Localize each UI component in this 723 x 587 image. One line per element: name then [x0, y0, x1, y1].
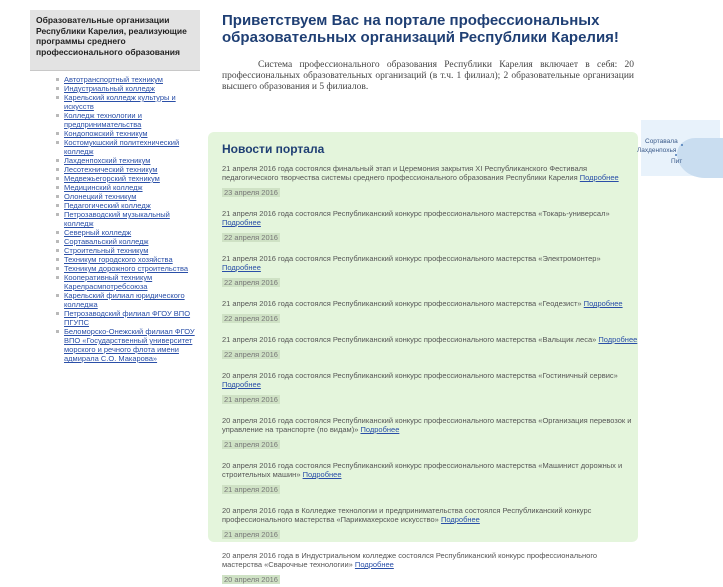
news-text-block: [222, 371, 638, 389]
news-date: 20 апреля 2016: [224, 575, 278, 584]
news-text-block: [222, 254, 638, 272]
news-text: 20 апреля 2016 года состоялся Республиканский конкурс профессионального мастерства «Организация перевозок и управление на транспорте (по видам)»: [222, 416, 632, 434]
news-date: 21 апреля 2016: [224, 530, 278, 539]
read-more-link[interactable]: Подробнее: [583, 299, 623, 308]
read-more-link[interactable]: Подробнее: [302, 470, 342, 479]
sidebar-item[interactable]: Медвежьегорский техникум: [30, 174, 200, 183]
sidebar-item[interactable]: Карельский филиал юридического колледжа: [30, 291, 200, 309]
news-item: [222, 461, 638, 497]
news-date: 22 апреля 2016: [224, 233, 278, 242]
sidebar-item[interactable]: Кооперативный техникум Карелрасмпотребсоюза: [30, 273, 200, 291]
map-water: [677, 138, 723, 178]
read-more-link[interactable]: Подробнее: [222, 263, 261, 272]
news-date: 21 апреля 2016: [224, 440, 278, 449]
news-text-block: [222, 506, 638, 524]
news-date: 22 апреля 2016: [224, 314, 278, 323]
map-city-dot: [681, 144, 683, 146]
news-text-block: [222, 416, 638, 434]
sidebar-item[interactable]: Техникум городского хозяйства: [30, 255, 200, 264]
map-label-pitkyaranta: Пит: [671, 158, 683, 165]
news-text: 21 апреля 2016 года состоялся Республиканский конкурс профессионального мастерства «Токарь-универсал»: [222, 209, 610, 218]
read-more-link[interactable]: Подробнее: [354, 560, 394, 569]
news-item: [222, 164, 638, 200]
sidebar-item[interactable]: Педагогический колледж: [30, 201, 200, 210]
sidebar-item[interactable]: Беломорско-Онежский филиал ФГОУ ВПО «Государственный университет морского и речного флота имени адмирала С.О. Макарова»: [30, 327, 200, 363]
sidebar-item[interactable]: Сортавальский колледж: [30, 237, 200, 246]
sidebar-item[interactable]: Медицинский колледж: [30, 183, 200, 192]
news-date: 22 апреля 2016: [224, 350, 278, 359]
sidebar-item[interactable]: Северный колледж: [30, 228, 200, 237]
read-more-link[interactable]: Подробнее: [579, 173, 619, 182]
news-item: [222, 416, 638, 452]
sidebar-header: Образовательные организации Республики Карелия, реализующие программы среднего профессионального образования: [30, 10, 200, 71]
sidebar-item[interactable]: Колледж технологии и предпринимательства: [30, 111, 200, 129]
news-text-block: [222, 461, 638, 479]
sidebar-item[interactable]: Олонецкий техникум: [30, 192, 200, 201]
news-item: [222, 299, 638, 326]
news-text: 20 апреля 2016 года в Индустриальном колледже состоялся Республиканский конкурс профессионального мастерства «Сварочные технологии»: [222, 551, 598, 569]
read-more-link[interactable]: Подробнее: [222, 218, 261, 227]
news-date: 21 апреля 2016: [224, 395, 278, 404]
read-more-link[interactable]: Подробнее: [222, 380, 261, 389]
main-content: [208, 10, 638, 584]
sidebar-item[interactable]: Кондопожский техникум: [30, 129, 200, 138]
intro-paragraph: Система профессионального образования Республики Карелия включает в себя: 20 профессиональных образовательных организаций (в т.ч. 1 филиал); 2 образовательные организации высшего образования и 5 филиалов.: [222, 60, 634, 92]
sidebar-list: [30, 71, 200, 363]
sidebar-item[interactable]: Петрозаводский музыкальный колледж: [30, 210, 200, 228]
news-title: Новости портала: [222, 142, 325, 156]
sidebar-item[interactable]: Лахденпохский техникум: [30, 156, 200, 165]
news-text-block: [222, 299, 638, 308]
news-text-block: [222, 209, 638, 227]
map-city-dot: [675, 154, 677, 156]
news-text: 21 апреля 2016 года состоялся финальный этап и Церемония закрытия XI Республиканского Фестиваля педагогического творчества системы среднего профессионального образования Республики Карелия: [222, 164, 588, 182]
map-label-sortavala: Сортавала: [645, 138, 678, 145]
map-fragment[interactable]: [637, 120, 720, 176]
sidebar-item[interactable]: Карельский колледж культуры и искусств: [30, 93, 200, 111]
news-text: 21 апреля 2016 года состоялся Республиканский конкурс профессионального мастерства «Геодезист»: [222, 299, 582, 308]
news-item: [222, 371, 638, 407]
news-item: [222, 551, 638, 587]
read-more-link[interactable]: Подробнее: [440, 515, 480, 524]
map-label-lahdenpohya: Лахденпохья: [637, 147, 677, 154]
news-date: 22 апреля 2016: [224, 278, 278, 287]
read-more-link[interactable]: Подробнее: [598, 335, 638, 344]
news-item: [222, 254, 638, 290]
news-date: 23 апреля 2016: [224, 188, 278, 197]
sidebar-item[interactable]: Костомукшский политехнический колледж: [30, 138, 200, 156]
sidebar-item[interactable]: Строительный техникум: [30, 246, 200, 255]
news-date: 21 апреля 2016: [224, 485, 278, 494]
news-text-block: [222, 335, 638, 344]
sidebar-item[interactable]: Техникум дорожного строительства: [30, 264, 200, 273]
news-item: [222, 506, 638, 542]
news-box: [208, 132, 638, 584]
news-text: 20 апреля 2016 года состоялся Республиканский конкурс профессионального мастерства «Машинист дорожных и строительных машин»: [222, 461, 623, 479]
news-item: [222, 335, 638, 362]
sidebar: [30, 10, 200, 540]
news-item: [222, 209, 638, 245]
sidebar-item[interactable]: Автотранспортный техникум: [30, 75, 200, 84]
sidebar-item[interactable]: Индустриальный колледж: [30, 84, 200, 93]
news-text: 21 апреля 2016 года состоялся Республиканский конкурс профессионального мастерства «Вальщик леса»: [222, 335, 597, 344]
news-list: [222, 164, 638, 587]
news-text: 20 апреля 2016 года в Колледже технологии и предпринимательства состоялся Республиканский конкурс профессионального мастерства «Парикмахерское искусство»: [222, 506, 592, 524]
sidebar-item[interactable]: Лесотехнический техникум: [30, 165, 200, 174]
news-text-block: [222, 164, 638, 182]
page-title: Приветствуем Вас на портале профессиональных образовательных организаций Республики Карелия!: [222, 12, 619, 46]
news-text-block: [222, 551, 638, 569]
read-more-link[interactable]: Подробнее: [360, 425, 400, 434]
news-text: 21 апреля 2016 года состоялся Республиканский конкурс профессионального мастерства «Электромонтер»: [222, 254, 601, 263]
sidebar-item[interactable]: Петрозаводский филиал ФГОУ ВПО ПГУПС: [30, 309, 200, 327]
news-text: 20 апреля 2016 года состоялся Республиканский конкурс профессионального мастерства «Гостиничный сервис»: [222, 371, 618, 380]
